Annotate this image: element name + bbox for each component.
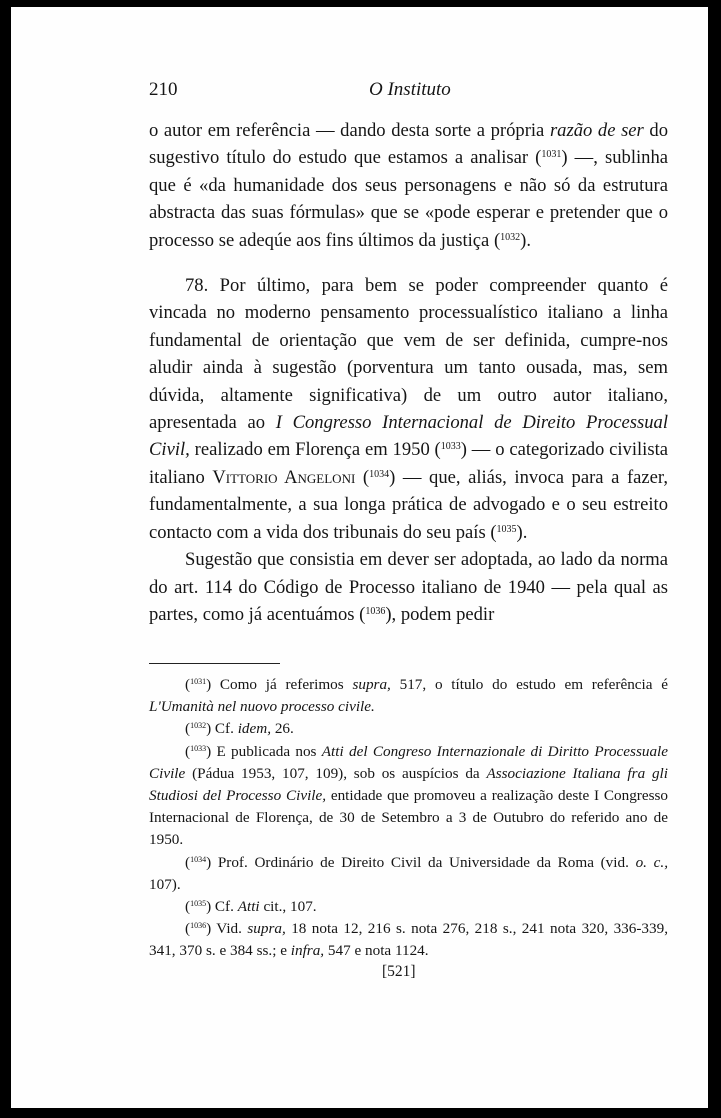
footnote-1034: ($^{1034}$) Prof. Ordinário de Direito Civil da Universidade da Roma (vid. o. c., 107). (149, 853, 668, 893)
body-text (149, 117, 668, 628)
footnote-ref: 1031 (541, 149, 562, 161)
footnote-ref: 1035 (496, 523, 517, 535)
page-number: 210 (149, 79, 178, 100)
footnote-ref: 1032 (500, 231, 521, 243)
footnotes (149, 674, 668, 963)
footnote-ref: 1033 (440, 441, 461, 453)
footnote-ref: 1036 (365, 605, 386, 617)
footnote-1035: ($^{1035}$) Cf. Atti cit., 107. (185, 898, 317, 916)
footnote-1032: ($^{1032}$) Cf. idem, 26. (185, 720, 294, 738)
footnote-ref: 1034 (369, 468, 390, 480)
running-header (149, 79, 679, 105)
author-name: Vittorio Angeloni (212, 466, 356, 488)
footnote-separator (149, 663, 280, 664)
footnote-1031: ($^{1031}$) Como já referimos supra, 517, o título do estudo em referência é L'Umanità nel nuovo processo civile. (149, 676, 668, 716)
running-title: O Instituto (369, 79, 451, 100)
folio-number: [521] (382, 963, 416, 980)
footnote-1033: ($^{1033}$) E publicada nos Atti del Congreso Internazionale di Diritto Processuale Civile (Pádua 1953, 107, 109), sob os auspícios da Associazione Italiana fra gli Studiosi del Processo Civile, entidade que promoveu a realização deste I Congresso Internacional de Florença, de 30 de Setembro a 3 de Outubro do referido ano de 1950. (149, 742, 668, 849)
paragraph-3: Sugestão que consistia em dever ser adoptada, ao lado da norma do art. 114 do Código de Processo italiano de 1940 — pela qual as partes, como já acentuámos ($^{1036}$), podem pedir (149, 549, 668, 625)
paragraph-1: o autor em referência — dando desta sorte a própria razão de ser do sugestivo título do estudo que estamos a analisar ($^{1031}$) —, sublinha que é «da humanidade dos seus personagens e não só da estrutura abstracta das suas fórmulas» que se «pode esperar e pretender que o processo se adeqúe aos fins últimos da justiça ($^{1032}$). (149, 120, 668, 251)
paragraph-2: 78. Por último, para bem se poder compreender quanto é vincada no moderno pensamento processualístico italiano a linha fundamental de orientação que vem de ser definida, cumpre-nos aludir ainda à sugestão (porventura um tanto ousada, mas, sem dúvida, altamente significativa) de um outro autor italiano, apresentada ao I Congresso Internacional de Direito Processual Civil, realizado em Florença em 1950 ($^{1033}$) — o categorizado civilista italiano Vittorio Angeloni ($^{1034}$) — que, aliás, invoca para a fazer, fundamentalmente, a sua longa prática de advogado e o seu estreito contacto com a vida dos tribunais do seu país ($^{1035}$). (149, 275, 669, 543)
footnote-1036: ($^{1036}$) Vid. supra, 18 nota 12, 216 s. nota 276, 218 s., 241 nota 320, 336-339, 341, 370 s. e 384 ss.; e infra, 547 e nota 1124. (149, 920, 668, 960)
